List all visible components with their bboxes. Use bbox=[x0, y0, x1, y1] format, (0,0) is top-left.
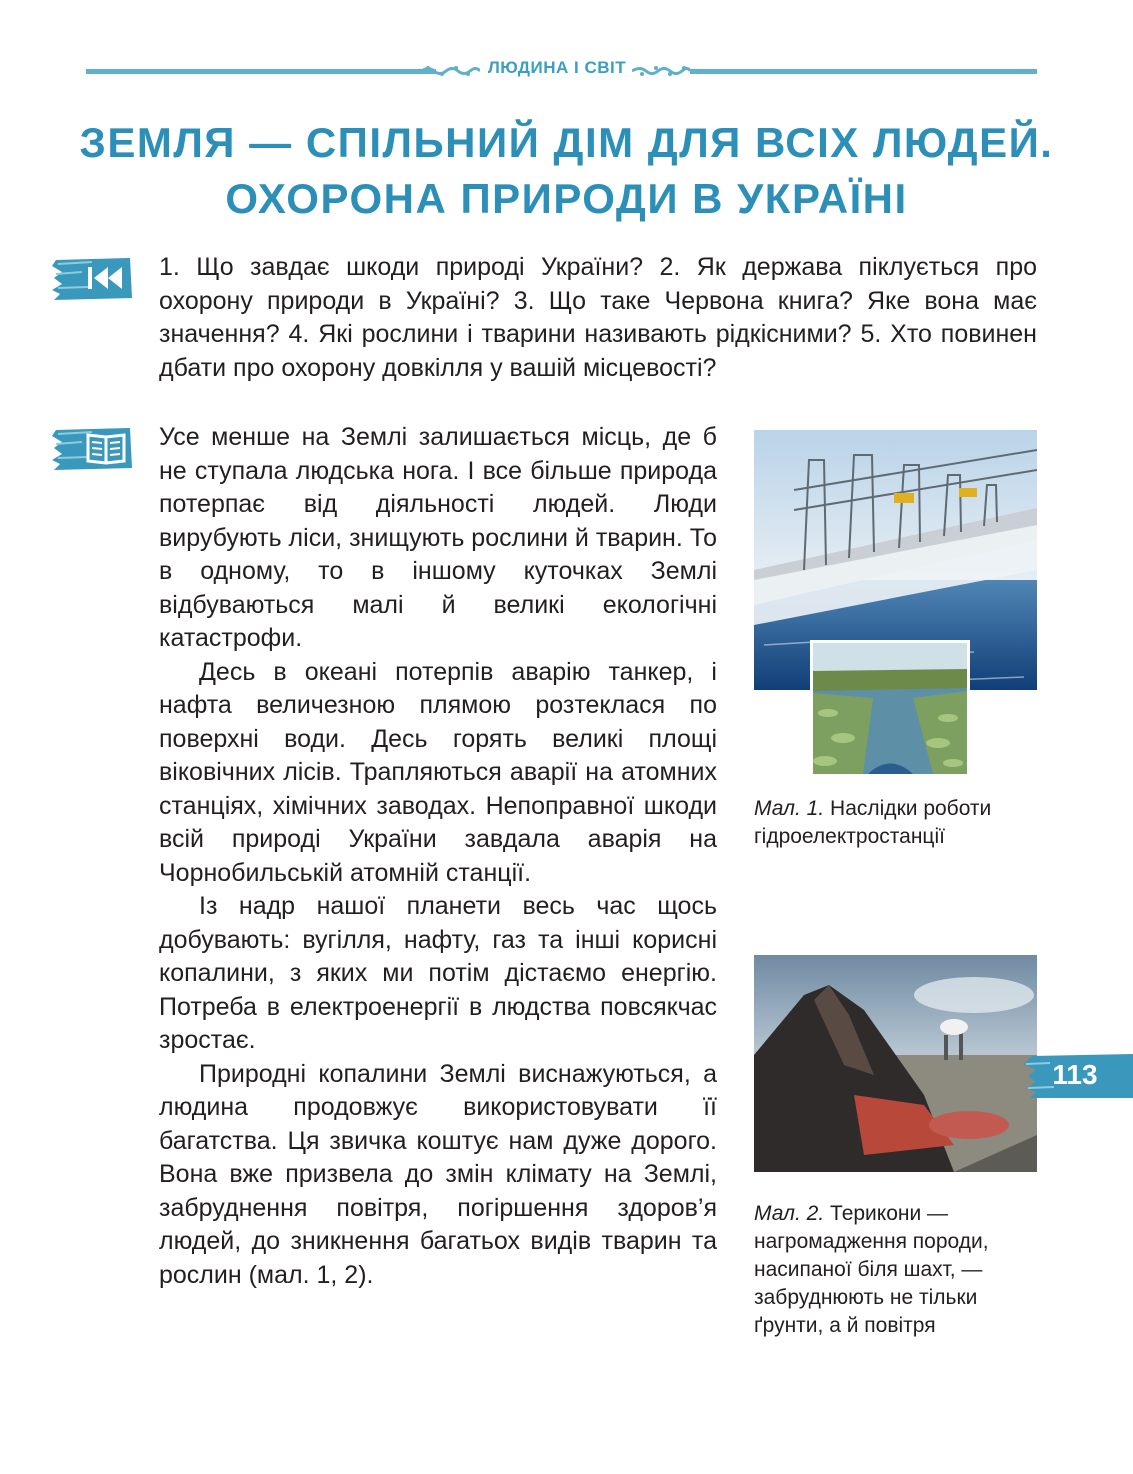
spoil-tip-photo bbox=[754, 955, 1037, 1172]
ornament-right-icon bbox=[632, 64, 692, 78]
river-photo bbox=[810, 640, 970, 777]
book-icon bbox=[52, 424, 132, 472]
page-title bbox=[60, 115, 1073, 227]
figure-2-text: Терикони — нагромадження породи, насипаної біля шахт, — забруднюють не тільки ґрунти, а й повітря bbox=[754, 1202, 989, 1337]
ornament-left-icon bbox=[420, 64, 480, 78]
page-number: 113 bbox=[1052, 1059, 1098, 1090]
figure-2-caption bbox=[754, 1200, 1044, 1340]
title-line-1: ЗЕМЛЯ — СПІЛЬНИЙ ДІМ ДЛЯ ВСІХ ЛЮДЕЙ. bbox=[79, 119, 1054, 166]
body-text bbox=[159, 421, 717, 1292]
figure-1-text: Наслідки роботи гідроелектростанції bbox=[754, 797, 992, 848]
paragraph-3: Із надр нашої планети весь час щось добувають: вугілля, нафту, газ та інші корисні копалини, з яких ми потім дістаємо енергію. Потреба в електроенергії в людства повсякчас зростає. bbox=[159, 892, 717, 1054]
paragraph-4: Природні копалини Землі виснажуються, а людина продовжує використовувати її багатства. Ця звичка коштує нам дуже дорого. Вона вже призвела до змін клімату на Землі, забруднення повітря, погіршення здоров’я людей, до зникнення багатьох видів тварин та рослин (мал. 1, 2). bbox=[159, 1059, 717, 1289]
rewind-icon bbox=[52, 254, 132, 302]
title-line-2: ОХОРОНА ПРИРОДИ В УКРАЇНІ bbox=[225, 175, 908, 222]
header-rule-left bbox=[86, 69, 436, 74]
figure-1-label: Мал. 1. bbox=[754, 797, 825, 820]
paragraph-1: Усе менше на Землі залишається місць, де б не ступала людська нога. І все більше природа потерпає від діяльності людей. Люди вирубують ліси, знищують рослини й тварин. То в одному, то в іншому куточках Землі відбуваються малі й великі екологічні катастрофи. bbox=[159, 423, 717, 652]
section-title: ЛЮДИНА І СВІТ bbox=[487, 58, 627, 77]
figure-2-label: Мал. 2. bbox=[754, 1202, 825, 1225]
header-rule-right bbox=[690, 69, 1037, 74]
paragraph-2: Десь в океані потерпів аварію танкер, і нафта величезною плямою розтеклася по поверхні води. Десь горять великі площі віковічних лісів. Трапляються аварії на атомних станціях, хімічних заводах. Непоправної шкоди всій природі України завдала аварія на Чорнобильській атомній станції. bbox=[159, 657, 717, 887]
figure-1-caption bbox=[754, 795, 1044, 851]
review-questions: 1. Що завдає шкоди природі України? 2. Як держава піклується про охорону природи в Україні? 3. Що таке Червона книга? Яке вона має значення? 4. Які рослини і тварини називають рідкісними? 5. Хто повинен дбати про охорону довкілля у вашій місцевості? bbox=[159, 253, 1037, 382]
